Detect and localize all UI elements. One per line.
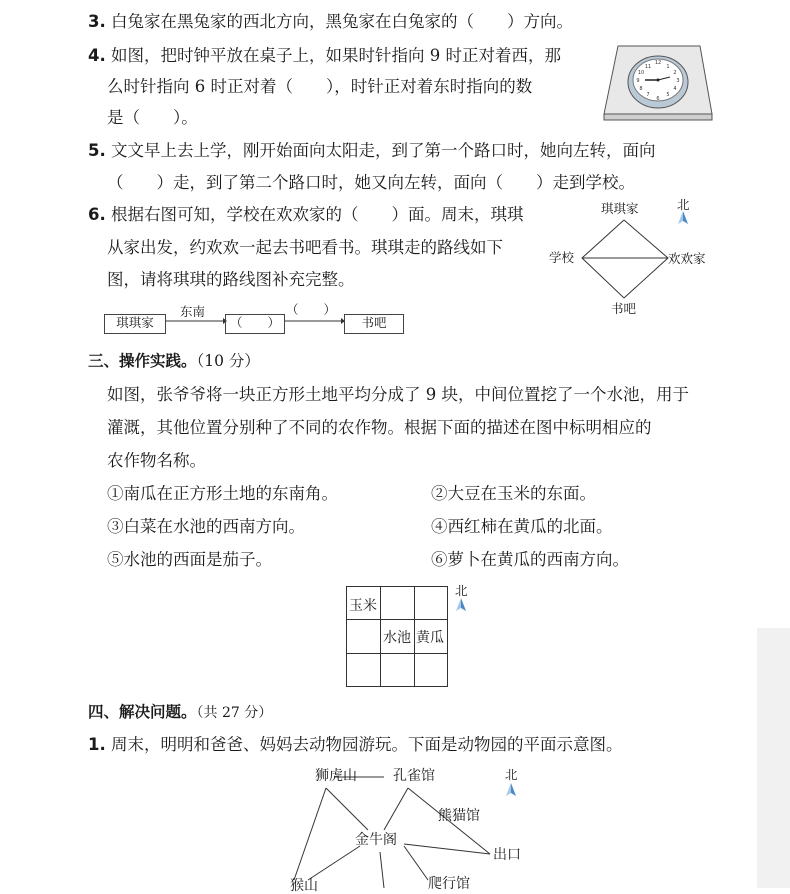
q3	[88, 12, 573, 32]
section3-title: 三、操作实践。	[88, 352, 197, 370]
q41-text: 周末，明明和爸爸、妈妈去动物园游玩。下面是动物园的平面示意图。	[111, 735, 623, 754]
north-arrow-icon	[455, 598, 467, 612]
zoo-label-lion: 狮虎山	[315, 768, 357, 784]
q6-line1	[88, 205, 524, 225]
q4-number: 4.	[88, 46, 106, 65]
zoo-label-peacock: 孔雀馆	[393, 768, 435, 784]
zoo-label-monkey: 猴山	[290, 878, 318, 894]
q6-map-lines	[580, 218, 670, 300]
svg-text:1: 1	[666, 64, 670, 70]
section3-heading	[88, 351, 260, 371]
grid-north-label: 北	[455, 583, 468, 598]
grid-cell-r1c3	[414, 586, 448, 620]
grid-cell-r2c2: 水池	[380, 619, 415, 654]
svg-text:9: 9	[636, 78, 640, 84]
north-arrow-icon	[505, 783, 517, 797]
clue-4: ④西红柿在黄瓜的北面。	[431, 517, 613, 536]
map6-label-huanhuan: 欢欢家	[668, 251, 706, 266]
svg-text:7: 7	[646, 92, 650, 98]
page-edge-shadow	[757, 628, 790, 888]
map6-label-school: 学校	[549, 250, 575, 265]
q4-line2: 么时针指向 6 时正对着（ ），时针正对着东时指向的数	[107, 77, 533, 96]
section3-score: （10 分）	[196, 352, 260, 370]
q6-line3: 图，请将琪琪的路线图补充完整。	[107, 270, 355, 289]
zoo-label-panda: 熊猫馆	[438, 808, 480, 824]
q4-line1	[88, 46, 561, 66]
q3-text: 白兔家在黑兔家的西北方向，黑兔家在白兔家的（ ）方向。	[111, 12, 573, 31]
q5-number: 5.	[88, 141, 106, 160]
q5-line1	[88, 141, 656, 161]
zoo-label-exit: 出口	[493, 847, 521, 863]
map6-label-qiqi: 琪琪家	[601, 201, 639, 216]
section4-score: （共 27 分）	[196, 705, 273, 721]
q4-line3: 是（ ）。	[107, 108, 198, 127]
svg-text:4: 4	[673, 86, 677, 92]
q41	[88, 735, 623, 755]
north-arrow-icon	[677, 211, 689, 225]
section4-title: 四、解决问题。	[88, 703, 197, 721]
sec3-line2: 灌溉，其他位置分别种了不同的农作物。根据下面的描述在图中标明相应的	[107, 418, 652, 437]
clue-2: ②大豆在玉米的东面。	[431, 484, 596, 503]
route-dir1-label: 东南	[180, 304, 206, 319]
clue-1: ①南瓜在正方形土地的东南角。	[107, 484, 338, 503]
sec3-line1: 如图，张爷爷将一块正方形土地平均分成了 9 块，中间位置挖了一个水池，用于	[107, 385, 689, 404]
svg-text:8: 8	[639, 86, 643, 92]
grid-cell-r3c3	[414, 653, 448, 687]
q4-text-line1: 如图，把时钟平放在桌子上，如果时针指向 9 时正对着西，那	[111, 46, 561, 65]
zoo-label-reptile: 爬行馆	[428, 876, 470, 892]
grid-cell-r1c1: 玉米	[346, 586, 381, 620]
route-start-box: 琪琪家	[104, 314, 166, 334]
svg-text:3: 3	[676, 78, 680, 84]
svg-text:6: 6	[656, 96, 660, 102]
grid-cell-r2c1	[346, 619, 381, 654]
clock-on-table-illustration	[600, 44, 715, 122]
field-grid	[346, 586, 448, 687]
route-arrow-1	[165, 316, 227, 326]
zoo-label-center: 金牛阁	[355, 832, 397, 848]
q41-number: 1.	[88, 735, 106, 754]
sec3-line3: 农作物名称。	[107, 451, 206, 470]
route-end-box: 书吧	[344, 314, 404, 334]
svg-text:10: 10	[637, 70, 645, 76]
section4-heading	[88, 702, 272, 723]
grid-cell-r2c3: 黄瓜	[414, 619, 448, 654]
q6-number: 6.	[88, 205, 106, 224]
route-mid-box: （ ）	[225, 314, 285, 334]
clue-5: ⑤水池的西面是茄子。	[107, 550, 272, 569]
route-dir2-label: （ ）	[286, 302, 337, 317]
clue-3: ③白菜在水池的西南方向。	[107, 517, 305, 536]
grid-cell-r1c2	[380, 586, 415, 620]
route-arrow-2	[285, 316, 345, 326]
q3-number: 3.	[88, 12, 106, 31]
svg-text:2: 2	[673, 70, 677, 76]
q5-text-line1: 文文早上去上学，刚开始面向太阳走，到了第一个路口时，她向左转，面向	[111, 141, 656, 160]
svg-text:12: 12	[654, 60, 662, 66]
grid-cell-r3c1	[346, 653, 381, 687]
map6-north-label: 北	[677, 197, 690, 212]
clue-6: ⑥萝卜在黄瓜的西南方向。	[431, 550, 629, 569]
q5-line2: （ ）走，到了第二个路口时，她又向左转，面向（ ）走到学校。	[107, 173, 635, 192]
map6-label-bookbar: 书吧	[611, 301, 637, 316]
q6-text-line1: 根据右图可知，学校在欢欢家的（ ）面。周末，琪琪	[111, 205, 524, 224]
svg-text:5: 5	[666, 92, 670, 98]
zoo-north-label: 北	[505, 767, 518, 782]
grid-cell-r3c2	[380, 653, 415, 687]
q6-line2: 从家出发，约欢欢一起去书吧看书。琪琪走的路线如下	[107, 238, 503, 257]
svg-text:11: 11	[644, 64, 652, 70]
